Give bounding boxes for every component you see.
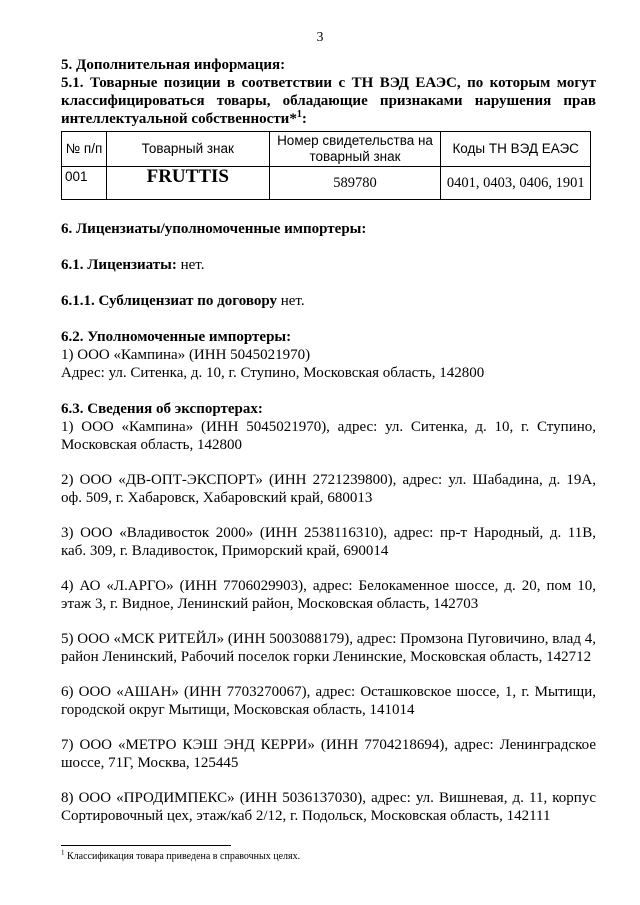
cell-codes: 0401, 0403, 0406, 1901 (441, 167, 591, 200)
section-6-1-1-label: 6.1.1. Сублицензиат по договору (61, 293, 277, 309)
footnote-mark: 1 (61, 848, 65, 857)
section-5-1-title (61, 74, 596, 128)
cell-number: 001 (62, 167, 107, 200)
page-number: 3 (316, 30, 324, 45)
exporter-item: 3) ООО «Владивосток 2000» (ИНН 2538116310), адрес: пр-т Народный, д. 11В, каб. 309, г. Владивосток, Приморский край, 690014 (61, 525, 596, 559)
section-6-1-1 (61, 292, 596, 310)
footnote (61, 848, 301, 862)
table-row (62, 167, 591, 200)
section-5-1-text: 5.1. Товарные позиции в соответствии с ТН ВЭД ЕАЭС, по которым могут классифицироваться товары, обладающие признаками нарушения прав интеллектуальной собственности* (61, 75, 596, 127)
header-codes: Коды ТН ВЭД ЕАЭС (441, 132, 591, 167)
exporter-item: 2) ООО «ДВ-ОПТ-ЭКСПОРТ» (ИНН 2721239800), адрес: ул. Шабадина, д. 19А, оф. 509, г. Хабаровск, Хабаровский край, 680013 (61, 472, 596, 506)
trademark-table (61, 131, 591, 200)
exporter-item: 4) АО «Л.АРГО» (ИНН 7706029903), адрес: Белокаменное шоссе, д. 20, пом 10, этаж 3, г. Видное, Ленинский район, Московская область, 142703 (61, 578, 596, 612)
section-6-1-value: нет. (176, 257, 205, 273)
section-6-2-title: 6.2. Уполномоченные импортеры: (61, 329, 292, 345)
importer-line: 1) ООО «Кампина» (ИНН 5045021970) (61, 347, 311, 363)
section-6-title: 6. Лицензиаты/уполномоченные импортеры: (61, 221, 367, 237)
table-header-row (62, 132, 591, 167)
exporter-item: 6) ООО «АШАН» (ИНН 7703270067), адрес: Осташковское шоссе, 1, г. Мытищи, городской округ Мытищи, Московская область, 141014 (61, 684, 596, 718)
cell-certificate: 589780 (269, 167, 441, 200)
footnote-ref: 1 (296, 109, 302, 120)
header-number: № п/п (62, 132, 107, 167)
document-body (61, 56, 596, 825)
importer-address: Адрес: ул. Ситенка, д. 10, г. Ступино, Московская область, 142800 (61, 365, 485, 381)
header-trademark: Товарный знак (106, 132, 269, 167)
exporter-item: 1) ООО «Кампина» (ИНН 5045021970), адрес: ул. Ситенка, д. 10, г. Ступино, Московская область, 142800 (61, 419, 596, 453)
header-certificate: Номер свидетельства на товарный знак (269, 132, 441, 167)
footnote-separator (61, 845, 231, 846)
section-6-3-title: 6.3. Сведения об экспортерах: (61, 401, 263, 417)
footnote-text: Классификация товара приведена в справочных целях. (64, 851, 301, 862)
cell-trademark: FRUTTIS (106, 167, 269, 200)
section-5-1-colon: : (301, 111, 307, 127)
exporter-item: 5) ООО «МСК РИТЕЙЛ» (ИНН 5003088179), адрес: Промзона Пуговичино, влад 4, район Ленинский, Рабочий поселок горки Ленинские, Московская область, 142712 (61, 631, 596, 665)
exporter-item: 7) ООО «МЕТРО КЭШ ЭНД КЕРРИ» (ИНН 7704218694), адрес: Ленинградское шоссе, 71Г, Москва, 125445 (61, 737, 596, 771)
exporter-item: 8) ООО «ПРОДИМПЕКС» (ИНН 5036137030), адрес: ул. Вишневая, д. 11, корпус Сортировочный цех, этаж/каб 2/12, г. Подольск, Московская область, 142111 (61, 790, 596, 824)
section-6-1-1-value: нет. (276, 293, 305, 309)
section-6-1-label: 6.1. Лицензиаты: (61, 257, 177, 273)
section-5-title: 5. Дополнительная информация: (61, 57, 286, 73)
section-6-1 (61, 256, 596, 274)
